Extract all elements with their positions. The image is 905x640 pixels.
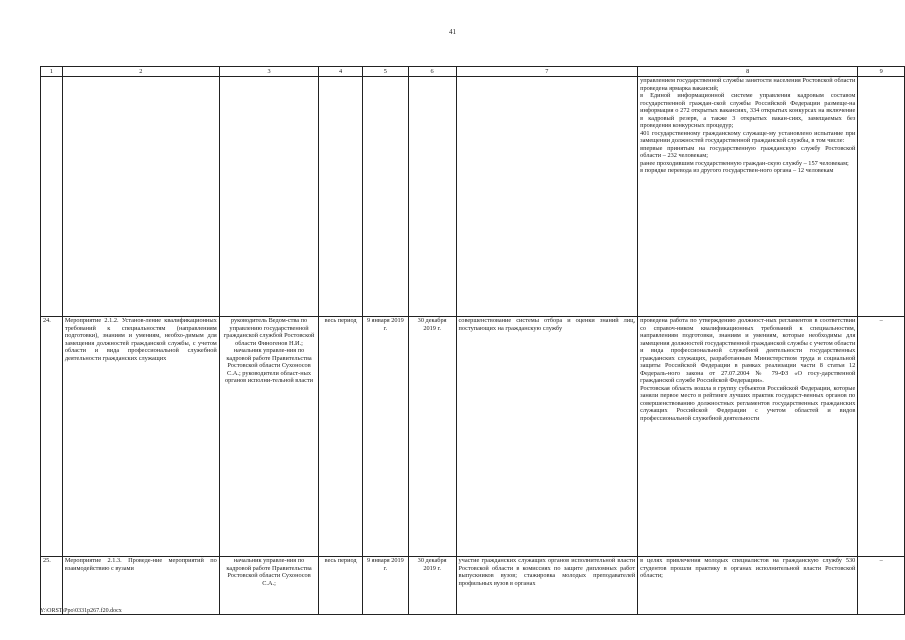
header-cell: 7: [456, 67, 638, 77]
paragraph: Ростовская область вошла в группу субъектов Российской Федерации, которые заняли первое место в рейтинге лучших практик государст-венных органов по совершенствованию должностных регламентов государственных гражданских служащих Российской Федерации с учетом областей и видов профессиональной служебной деятельности: [640, 384, 856, 422]
note-cell: –: [858, 557, 905, 615]
header-cell: 8: [638, 67, 858, 77]
period-cell: весь период: [319, 317, 363, 557]
paragraph: управлением государственной службы занятости населения Ростовской области проведена ярмарка вакансий;: [640, 77, 856, 92]
end-date-cell: 30 декабря 2019 г.: [408, 317, 456, 557]
measure-cell: Мероприятие 2.1.3. Проведе-ние мероприятий по взаимодействию с вузами: [62, 557, 219, 615]
expected-result-cell: совершенствование системы отбора и оценки знаний лиц, поступающих на гражданскую службу: [456, 317, 638, 557]
actual-result-cell: [638, 557, 858, 615]
actual-result-cell: [638, 317, 858, 557]
actual-result-cell: [638, 77, 858, 317]
paragraph: в Единой информационной системе управления кадровым составом государственной граждан-ской службы Российской Федерации размеще-на информация о 272 открытых вакансиях, 334 открытых конкурсах на включение в кадровый резерв, а также 3 открытых вакан-сиях, замещаемых без проведения конкурсных процедур;: [640, 92, 856, 129]
footer-file-path: Y:\ORST\Ppo\0331p267.f20.docx: [40, 608, 122, 614]
paragraph: в порядке перевода из другого государствен-ного органа – 12 человекам: [640, 167, 834, 174]
header-cell: 3: [219, 67, 318, 77]
start-date-cell: 9 января 2019 г.: [363, 317, 409, 557]
table-row: [41, 557, 905, 615]
row-number: 25.: [41, 557, 63, 615]
responsible-cell: начальник управле-ния по кадровой работе Правительства Ростовской области Сухоносов С.А.;: [219, 557, 318, 615]
page-number: 41: [449, 28, 456, 36]
header-cell: 5: [363, 67, 409, 77]
paragraph: в целях привлечения молодых специалистов на гражданскую службу 530 студентов прошли практику в органах исполнительной власти Ростовской области;: [640, 557, 856, 579]
header-cell: 2: [62, 67, 219, 77]
paragraph: впервые принятым на государственную гражданскую службу Ростовской области – 232 человекам;: [640, 144, 856, 159]
continuation-row: [41, 77, 905, 317]
header-cell: 1: [41, 67, 63, 77]
header-cell: 6: [408, 67, 456, 77]
row-number: 24.: [41, 317, 63, 557]
header-row: [41, 67, 905, 77]
paragraph: ранее проходившим государственную граждан-скую службу – 157 человекам;: [640, 159, 849, 167]
header-cell: 4: [319, 67, 363, 77]
header-cell: 9: [858, 67, 905, 77]
table-row: [41, 317, 905, 557]
measure-cell: Мероприятие 2.1.2. Установ-ление квалификационных требований к специальностям (направлениям подготовки), знаниям и умениям, необхо-димым для замещения должностей гражданской службы, с учетом области и вида профессиональной служебной деятельности гражданских служащих: [62, 317, 219, 557]
expected-result-cell: участие гражданских служащих органов исполнительной власти Ростовской области в комиссиях по защите дипломных работ выпускников вузов; стажировка молодых преподавателей профильных вузов в органах: [456, 557, 638, 615]
note-cell: –: [858, 317, 905, 557]
period-cell: весь период: [319, 557, 363, 615]
responsible-cell: руководитель Ведом-ства по управлению государственной гражданской службой Ростовской области Финогенов Н.И.; начальник управле-ния по кадровой работе Правительства Ростовской области Сухоносов С.А.; руководители област-ных органов исполни-тельной власти: [219, 317, 318, 557]
end-date-cell: 30 декабря 2019 г.: [408, 557, 456, 615]
start-date-cell: 9 января 2019 г.: [363, 557, 409, 615]
report-table: [40, 66, 905, 615]
paragraph: проведена работа по утверждению должност-ных регламентов в соответствии со справоч-ником квалификационных требований к специальностям, направлениям подготовки, знаниям и умениям, которые необходимы для замещения должностей государственной гражданской службы с учетом области и вида профессиональной служебной деятельности государственных гражданских служащих, разработанным Министерством труда и социальной защиты Российской Федерации в рамках реализации части 8 статьи 12 Федераль-ного закона от 27.07.2004 № 79-ФЗ «О госу-дарственной гражданской службе Российской Федерации».: [640, 317, 856, 384]
paragraph: 401 государственному гражданскому служаще-му установлено испытание при замещении должностей государственной гражданской службы, в том числе:: [640, 129, 856, 144]
